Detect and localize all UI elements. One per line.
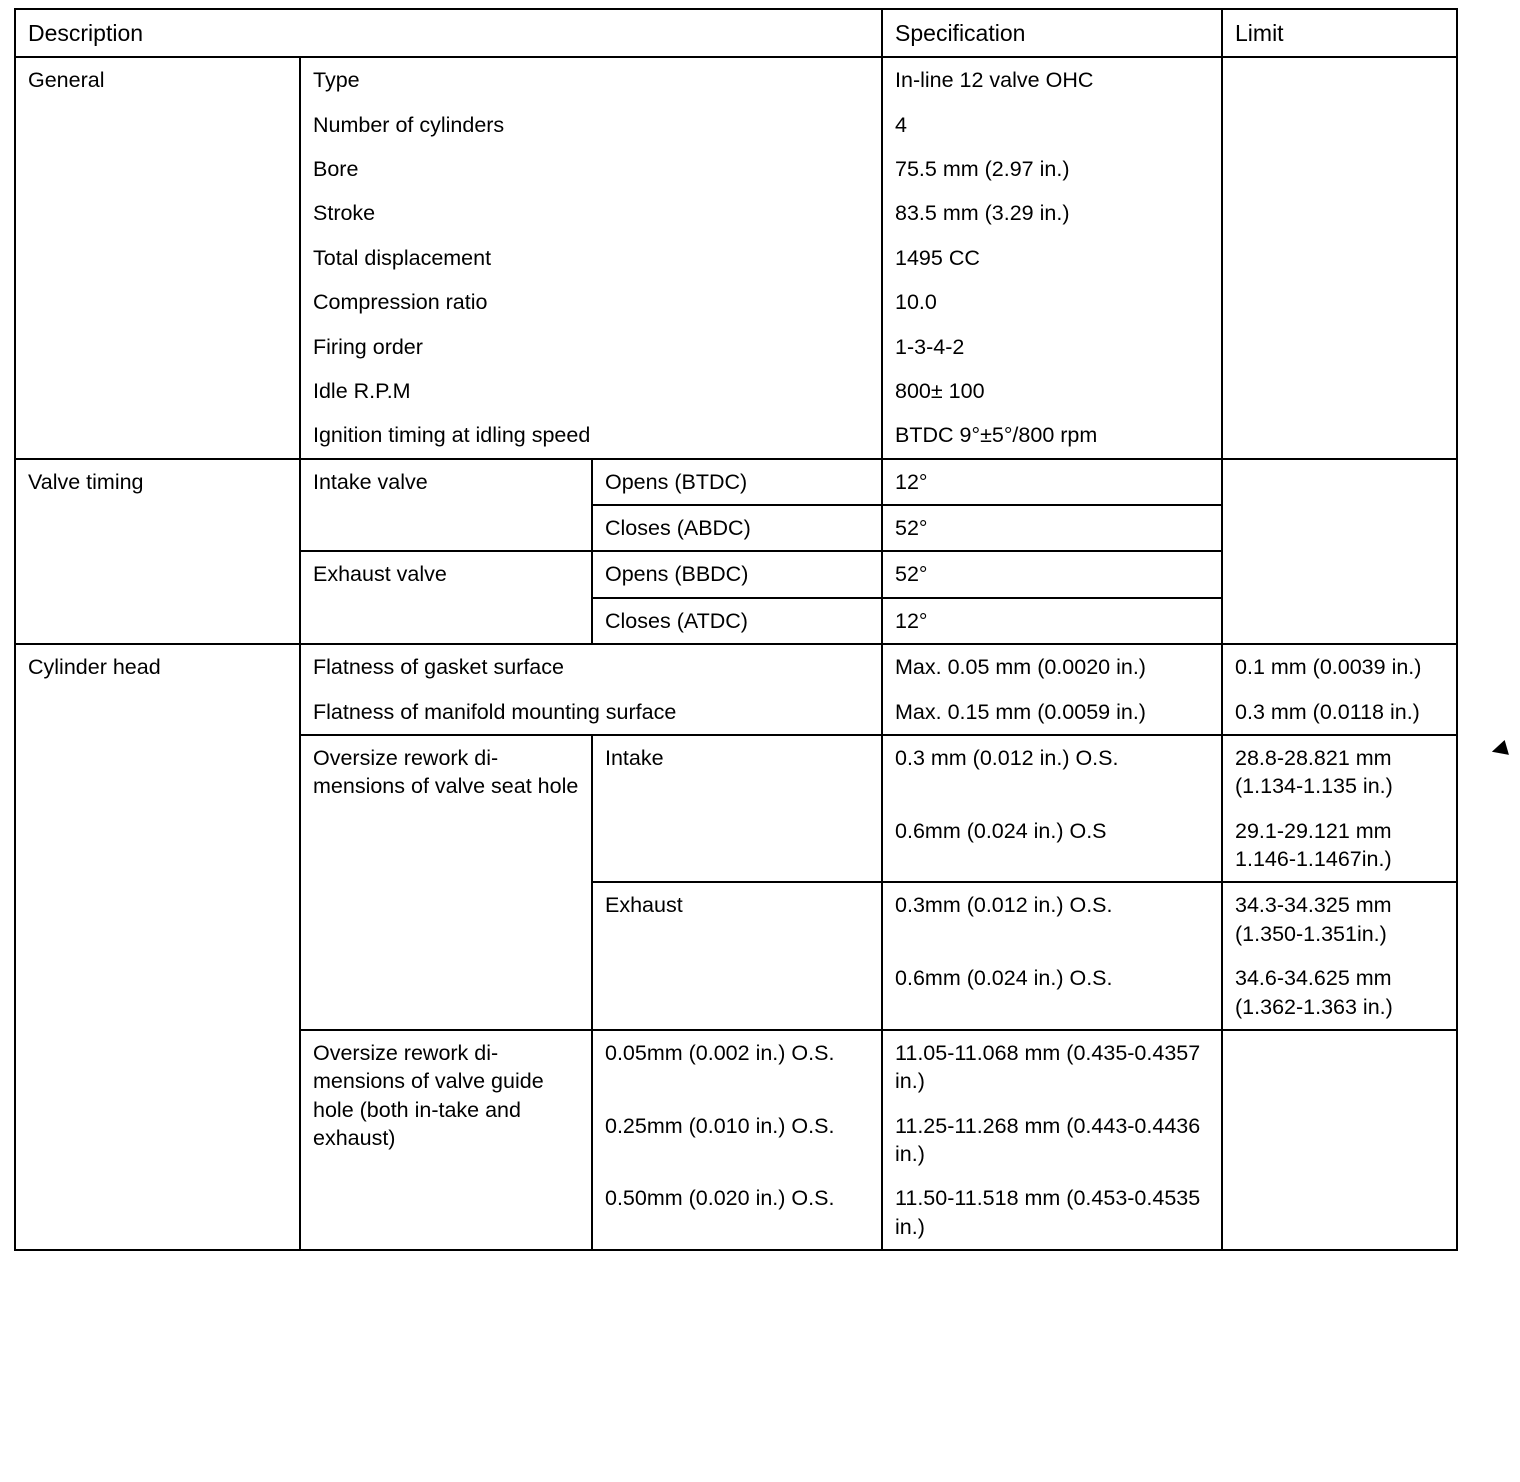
row-desc-guide-hole: Oversize rework di-mensions of valve guide hole (both in-take and exhaust) — [300, 1030, 592, 1250]
valve-spec-exhaust-closes: 12° — [882, 598, 1222, 644]
guide-hole-size-050: 0.50mm (0.020 in.) O.S. — [592, 1176, 882, 1250]
table-row — [15, 57, 1457, 102]
row-desc-flatness-manifold: Flatness of manifold mounting surface — [300, 690, 882, 735]
row-spec-flatness-manifold: Max. 0.15 mm (0.0059 in.) — [882, 690, 1222, 735]
row-spec-flatness-gasket: Max. 0.05 mm (0.0020 in.) — [882, 644, 1222, 689]
guide-hole-spec-005: 11.05-11.068 mm (0.435-0.4357 in.) — [882, 1030, 1222, 1104]
row-desc-stroke: Stroke — [300, 191, 882, 235]
valve-event-intake-closes: Closes (ABDC) — [592, 505, 882, 551]
row-limit-general — [1222, 57, 1457, 458]
valve-group-intake: Intake valve — [300, 459, 592, 552]
seat-hole-spec-exhaust-06: 0.6mm (0.024 in.) O.S. — [882, 956, 1222, 1030]
row-desc-total-displacement: Total displacement — [300, 236, 882, 280]
valve-timing-limit — [1222, 459, 1457, 645]
row-spec-number-of-cylinders: 4 — [882, 103, 1222, 147]
row-spec-bore: 75.5 mm (2.97 in.) — [882, 147, 1222, 191]
valve-event-exhaust-closes: Closes (ATDC) — [592, 598, 882, 644]
specification-sheet — [14, 8, 1456, 1251]
guide-hole-limit — [1222, 1030, 1457, 1250]
seat-hole-limit-exhaust-06: 34.6-34.625 mm (1.362-1.363 in.) — [1222, 956, 1457, 1030]
row-spec-type: In-line 12 valve OHC — [882, 57, 1222, 102]
valve-event-exhaust-opens: Opens (BBDC) — [592, 551, 882, 597]
valve-spec-intake-opens: 12° — [882, 459, 1222, 505]
row-desc-compression-ratio: Compression ratio — [300, 280, 882, 324]
row-desc-firing-order: Firing order — [300, 325, 882, 369]
row-spec-total-displacement: 1495 CC — [882, 236, 1222, 280]
row-spec-idle-rpm: 800± 100 — [882, 369, 1222, 413]
row-spec-stroke: 83.5 mm (3.29 in.) — [882, 191, 1222, 235]
seat-hole-limit-intake-03: 28.8-28.821 mm (1.134-1.135 in.) — [1222, 735, 1457, 809]
row-desc-seat-hole: Oversize rework di-mensions of valve seat hole — [300, 735, 592, 1030]
table-header-row — [15, 9, 1457, 57]
seat-hole-spec-intake-06: 0.6mm (0.024 in.) O.S — [882, 809, 1222, 883]
row-spec-ignition-timing: BTDC 9°±5°/800 rpm — [882, 413, 1222, 458]
seat-hole-spec-exhaust-03: 0.3mm (0.012 in.) O.S. — [882, 882, 1222, 956]
column-header-description: Description — [15, 9, 882, 57]
guide-hole-size-005: 0.05mm (0.002 in.) O.S. — [592, 1030, 882, 1104]
section-label-cylinder-head: Cylinder head — [15, 644, 300, 1250]
table-row — [15, 459, 1457, 505]
valve-group-exhaust: Exhaust valve — [300, 551, 592, 644]
row-desc-ignition-timing: Ignition timing at idling speed — [300, 413, 882, 458]
guide-hole-spec-050: 11.50-11.518 mm (0.453-0.4535 in.) — [882, 1176, 1222, 1250]
column-header-limit: Limit — [1222, 9, 1457, 57]
guide-hole-size-025: 0.25mm (0.010 in.) O.S. — [592, 1104, 882, 1177]
section-label-valve-timing: Valve timing — [15, 459, 300, 645]
table-row — [15, 644, 1457, 689]
row-desc-flatness-gasket: Flatness of gasket surface — [300, 644, 882, 689]
section-label-general: General — [15, 57, 300, 458]
row-desc-type: Type — [300, 57, 882, 102]
seat-hole-spec-intake-03: 0.3 mm (0.012 in.) O.S. — [882, 735, 1222, 809]
margin-arrow-icon: ◄ — [1482, 730, 1516, 766]
row-spec-compression-ratio: 10.0 — [882, 280, 1222, 324]
guide-hole-spec-025: 11.25-11.268 mm (0.443-0.4436 in.) — [882, 1104, 1222, 1177]
row-desc-bore: Bore — [300, 147, 882, 191]
row-limit-flatness-gasket: 0.1 mm (0.0039 in.) — [1222, 644, 1457, 689]
seat-hole-limit-exhaust-03: 34.3-34.325 mm (1.350-1.351in.) — [1222, 882, 1457, 956]
column-header-specification: Specification — [882, 9, 1222, 57]
seat-hole-group-exhaust: Exhaust — [592, 882, 882, 1030]
valve-spec-exhaust-opens: 52° — [882, 551, 1222, 597]
valve-event-intake-opens: Opens (BTDC) — [592, 459, 882, 505]
engine-specification-table — [14, 8, 1458, 1251]
seat-hole-group-intake: Intake — [592, 735, 882, 883]
row-desc-number-of-cylinders: Number of cylinders — [300, 103, 882, 147]
row-spec-firing-order: 1-3-4-2 — [882, 325, 1222, 369]
seat-hole-limit-intake-06: 29.1-29.121 mm 1.146-1.1467in.) — [1222, 809, 1457, 883]
valve-spec-intake-closes: 52° — [882, 505, 1222, 551]
row-desc-idle-rpm: Idle R.P.M — [300, 369, 882, 413]
row-limit-flatness-manifold: 0.3 mm (0.0118 in.) — [1222, 690, 1457, 735]
